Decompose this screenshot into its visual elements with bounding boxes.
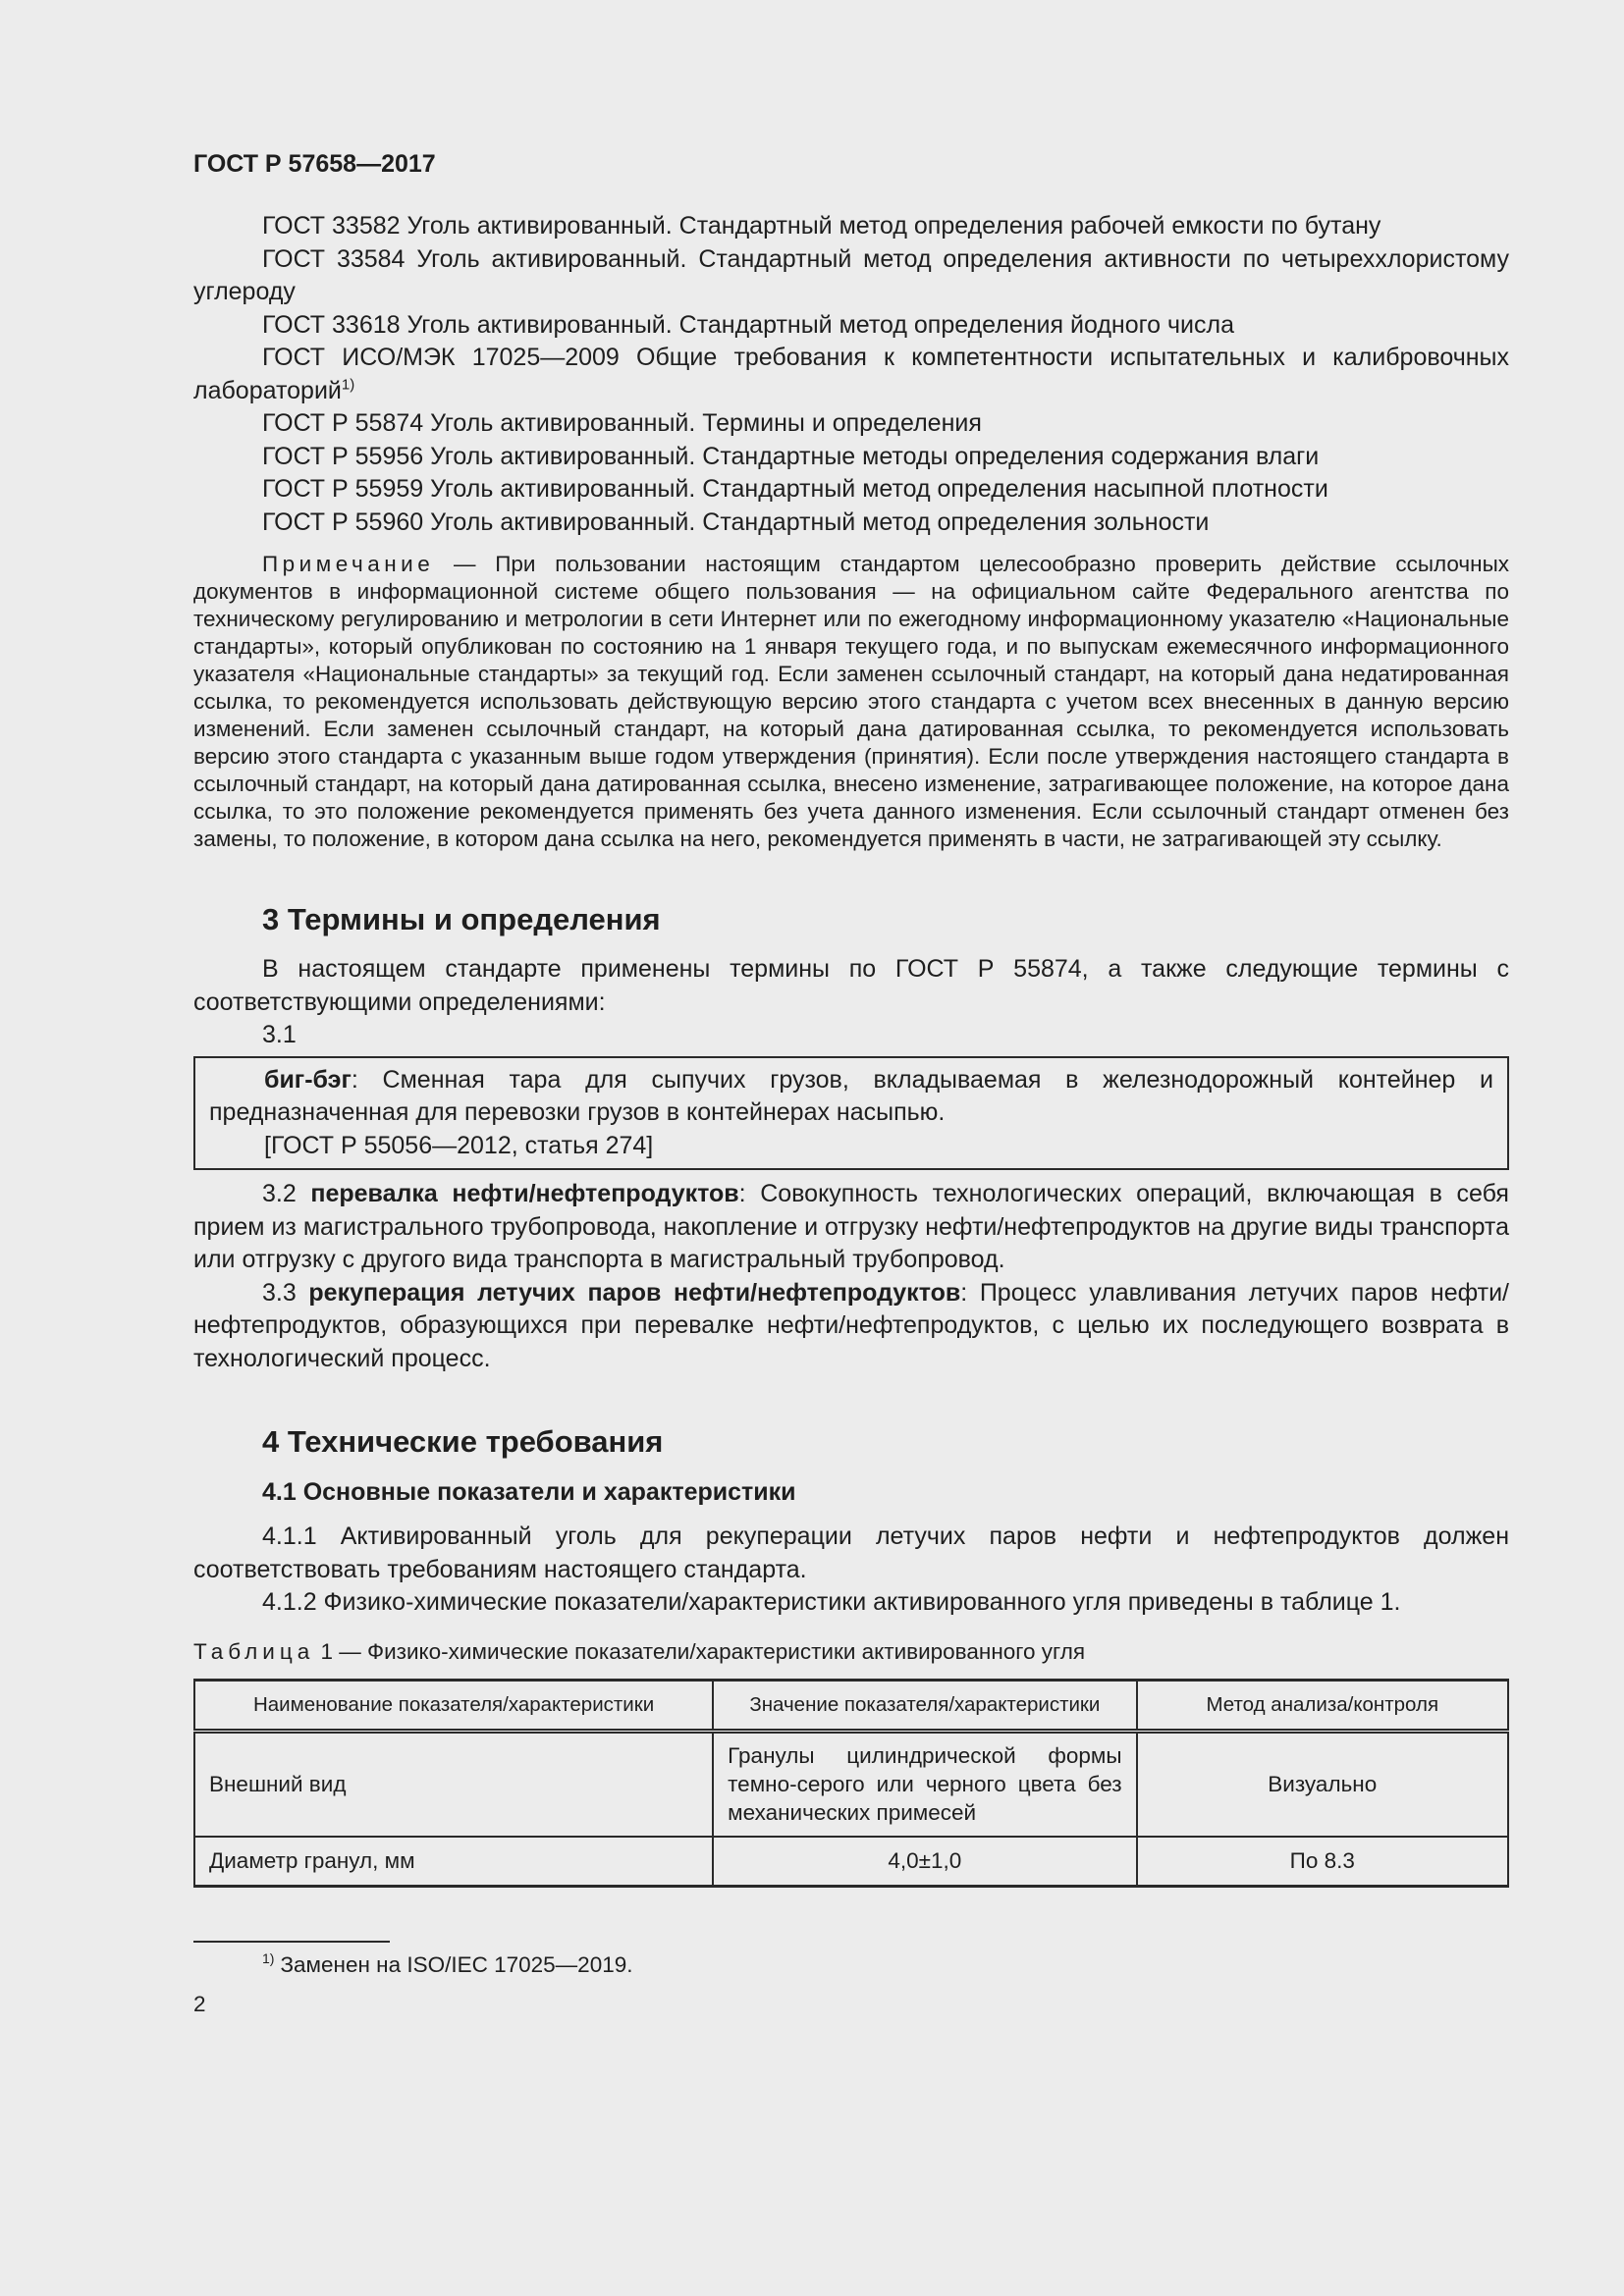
document-header: ГОСТ Р 57658—2017 (193, 150, 436, 178)
reference-item: ГОСТ 33584 Уголь активированный. Стандартный метод определения активности по четыреххлористому углероду (193, 244, 1509, 305)
table-cell: По 8.3 (1137, 1837, 1508, 1886)
reference-item: ГОСТ 33618 Уголь активированный. Стандартный метод определения йодного числа (262, 310, 1235, 339)
paragraph-4-1-1: 4.1.1 Активированный уголь для рекуперации летучих паров нефти и нефтепродуктов должен соответствовать требованиям настоящего стандарта. (193, 1522, 1509, 1583)
characteristics-table (193, 1679, 1509, 1888)
term-3-1-name: биг-бэг (264, 1065, 352, 1094)
footnote (262, 1950, 1509, 1980)
table-cell: Внешний вид (194, 1731, 713, 1837)
section-4-heading: 4 Технические требования (262, 1424, 664, 1459)
table-caption-label: Таблица (193, 1638, 315, 1664)
table-header-row (194, 1680, 1508, 1731)
page-number: 2 (193, 1991, 206, 2016)
table-cell: 4,0±1,0 (713, 1837, 1136, 1886)
footnote-marker: 1) (341, 376, 355, 394)
page-content (193, 147, 1509, 2019)
term-3-1-source: [ГОСТ Р 55056—2012, статья 274] (264, 1131, 654, 1159)
term-3-1-box (193, 1056, 1509, 1171)
reference-item: ГОСТ Р 55956 Уголь активированный. Стандартные методы определения содержания влаги (262, 442, 1320, 470)
section-3-intro: В настоящем стандарте применены термины по ГОСТ Р 55874, а также следующие термины с соответствующими определениями: (193, 955, 1509, 1016)
table-cell: Гранулы цилиндрической формы темно-серого или черного цвета без механических примесей (713, 1731, 1136, 1837)
term-3-1-number: 3.1 (262, 1021, 297, 1048)
references-list (193, 210, 1509, 539)
term-3-2: 3.2 перевалка нефти/нефтепродуктов: Совокупность технологических операций, включающая в себя прием из магистрального трубопровода, накопление и отгрузку нефти/нефтепродуктов на другие виды транспорта или отгрузку с другого вида транспорта в магистральный трубопровод. (193, 1180, 1509, 1273)
table-row (194, 1731, 1508, 1837)
table-row (194, 1837, 1508, 1886)
reference-item: ГОСТ ИСО/МЭК 17025—2009 Общие требования к компетентности испытательных и калибровочных лабораторий$^{1)}$ (193, 344, 1509, 404)
table-cell: Диаметр гранул, мм (194, 1837, 713, 1886)
subsection-4-1-heading: 4.1 Основные показатели и характеристики (262, 1478, 796, 1506)
reference-item: ГОСТ Р 55874 Уголь активированный. Термины и определения (262, 409, 982, 437)
table-caption: Таблица 1 — Физико-химические показатели/характеристики активированного угля (193, 1638, 1086, 1664)
reference-item: ГОСТ Р 55959 Уголь активированный. Стандартный метод определения насыпной плотности (262, 475, 1328, 503)
table-header-cell: Наименование показателя/характеристики (194, 1680, 713, 1731)
note-paragraph (193, 551, 1509, 853)
footnote-mark: 1) (262, 1950, 275, 1966)
reference-item: ГОСТ Р 55960 Уголь активированный. Стандартный метод определения зольности (262, 507, 1210, 536)
note-text: — При пользовании настоящим стандартом целесообразно проверить действие ссылочных документов в информационной системе общего пользования — на официальном сайте Федерального агентства по техническому регулированию и метрологии в сети Интернет или по ежегодному информационному указателю «Национальные стандарты», который опубликован по состоянию на 1 января текущего года, и по выпускам ежемесячного информационного указателя «Национальные стандарты» за текущий год. Если заменен ссылочный стандарт, на который дана недатированная ссылка, то рекомендуется использовать действующую версию этого стандарта с учетом всех внесенных в данную версию изменений. Если заменен ссылочный стандарт, на который дана датированная ссылка, то рекомендуется использовать версию этого стандарта с указанным выше годом утверждения (принятия). Если после утверждения настоящего стандарта в ссылочный стандарт, на который дана датированная ссылка, внесено изменение, затрагивающее положение, на которое дана ссылка, то это положение рекомендуется применять без учета данного изменения. Если ссылочный стандарт отменен без замены, то положение, в котором дана ссылка на него, рекомендуется применять в части, не затрагивающей эту ссылку. (193, 552, 1509, 851)
reference-item: ГОСТ 33582 Уголь активированный. Стандартный метод определения рабочей емкости по бутану (262, 212, 1381, 240)
footnote-text: Заменен на ISO/IEC 17025—2019. (280, 1951, 633, 1977)
table-cell: Визуально (1137, 1731, 1508, 1837)
term-3-1-definition: биг-бэг: Сменная тара для сыпучих грузов, вкладываемая в железнодорожный контейнер и предназначенная для перевозки грузов в контейнерах насыпью. (209, 1065, 1493, 1126)
term-3-3-name: рекуперация летучих паров нефти/нефтепродуктов (308, 1278, 961, 1307)
term-3-2-name: перевалка нефти/нефтепродуктов (310, 1180, 739, 1207)
note-label: Примечание (262, 552, 435, 576)
term-3-3: 3.3 рекуперация летучих паров нефти/нефтепродуктов: Процесс улавливания летучих паров нефти/нефтепродуктов, образующихся при перевалке нефти/нефтепродуктов, с целью их последующего возврата в технологический процесс. (193, 1278, 1510, 1372)
footnote-divider (193, 1941, 390, 1943)
table-header-cell: Метод анализа/контроля (1137, 1680, 1508, 1731)
section-3-heading: 3 Термины и определения (262, 902, 661, 936)
paragraph-4-1-2: 4.1.2 Физико-химические показатели/характеристики активированного угля приведены в таблице 1. (262, 1588, 1401, 1616)
table-header-cell: Значение показателя/характеристики (713, 1680, 1136, 1731)
